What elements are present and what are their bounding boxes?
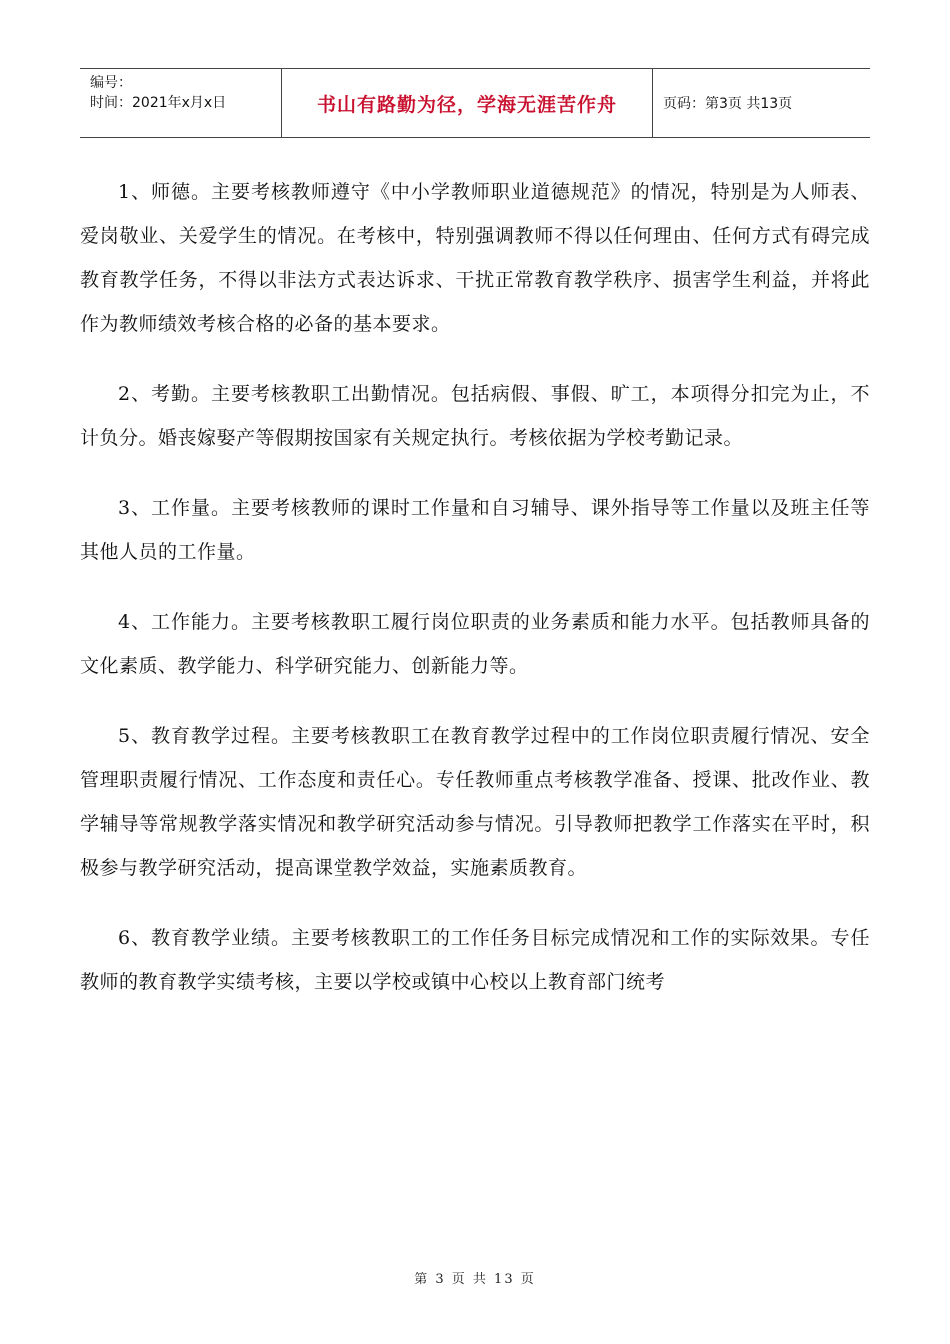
page-header bbox=[80, 68, 870, 138]
document-date-label: 时间：2021年x月x日 bbox=[90, 95, 227, 111]
paragraph-teaching-performance: 6、教育教学业绩。主要考核教职工的工作任务目标完成情况和工作的实际效果。专任教师的教育教学实绩考核，主要以学校或镇中心校以上教育部门统考 bbox=[80, 927, 870, 993]
paragraph-ethics: 1、师德。主要考核教师遵守《中小学教师职业道德规范》的情况，特别是为人师表、爱岗敬业、关爱学生的情况。在考核中，特别强调教师不得以任何理由、任何方式有碍完成教育教学任务，不得以非法方式表达诉求、干扰正常教育教学秩序、损害学生利益，并将此作为教师绩效考核合格的必备的基本要求。 bbox=[80, 181, 870, 335]
document-number-label: 编号： bbox=[90, 75, 132, 91]
paragraph-ability: 4、工作能力。主要考核教职工履行岗位职责的业务素质和能力水平。包括教师具备的文化素质、教学能力、科学研究能力、创新能力等。 bbox=[80, 611, 870, 677]
paragraph-attendance: 2、考勤。主要考核教职工出勤情况。包括病假、事假、旷工，本项得分扣完为止，不计负分。婚丧嫁娶产等假期按国家有关规定执行。考核依据为学校考勤记录。 bbox=[80, 383, 870, 449]
header-meta bbox=[80, 69, 281, 137]
paragraph-teaching-process: 5、教育教学过程。主要考核教职工在教育教学过程中的工作岗位职责履行情况、安全管理职责履行情况、工作态度和责任心。专任教师重点考核教学准备、授课、批改作业、教学辅导等常规教学落实情况和教学研究活动参与情况。引导教师把教学工作落实在平时，积极参与教学研究活动，提高课堂教学效益，实施素质教育。 bbox=[80, 725, 870, 879]
header-page-info: 页码：第3页 共13页 bbox=[663, 96, 793, 112]
page-footer: 第 3 页 共 13 页 bbox=[414, 1272, 536, 1287]
document-body bbox=[80, 170, 870, 1030]
paragraph-workload: 3、工作量。主要考核教师的课时工作量和自习辅导、课外指导等工作量以及班主任等其他人员的工作量。 bbox=[80, 497, 870, 563]
header-motto: 书山有路勤为径，学海无涯苦作舟 bbox=[281, 69, 653, 137]
